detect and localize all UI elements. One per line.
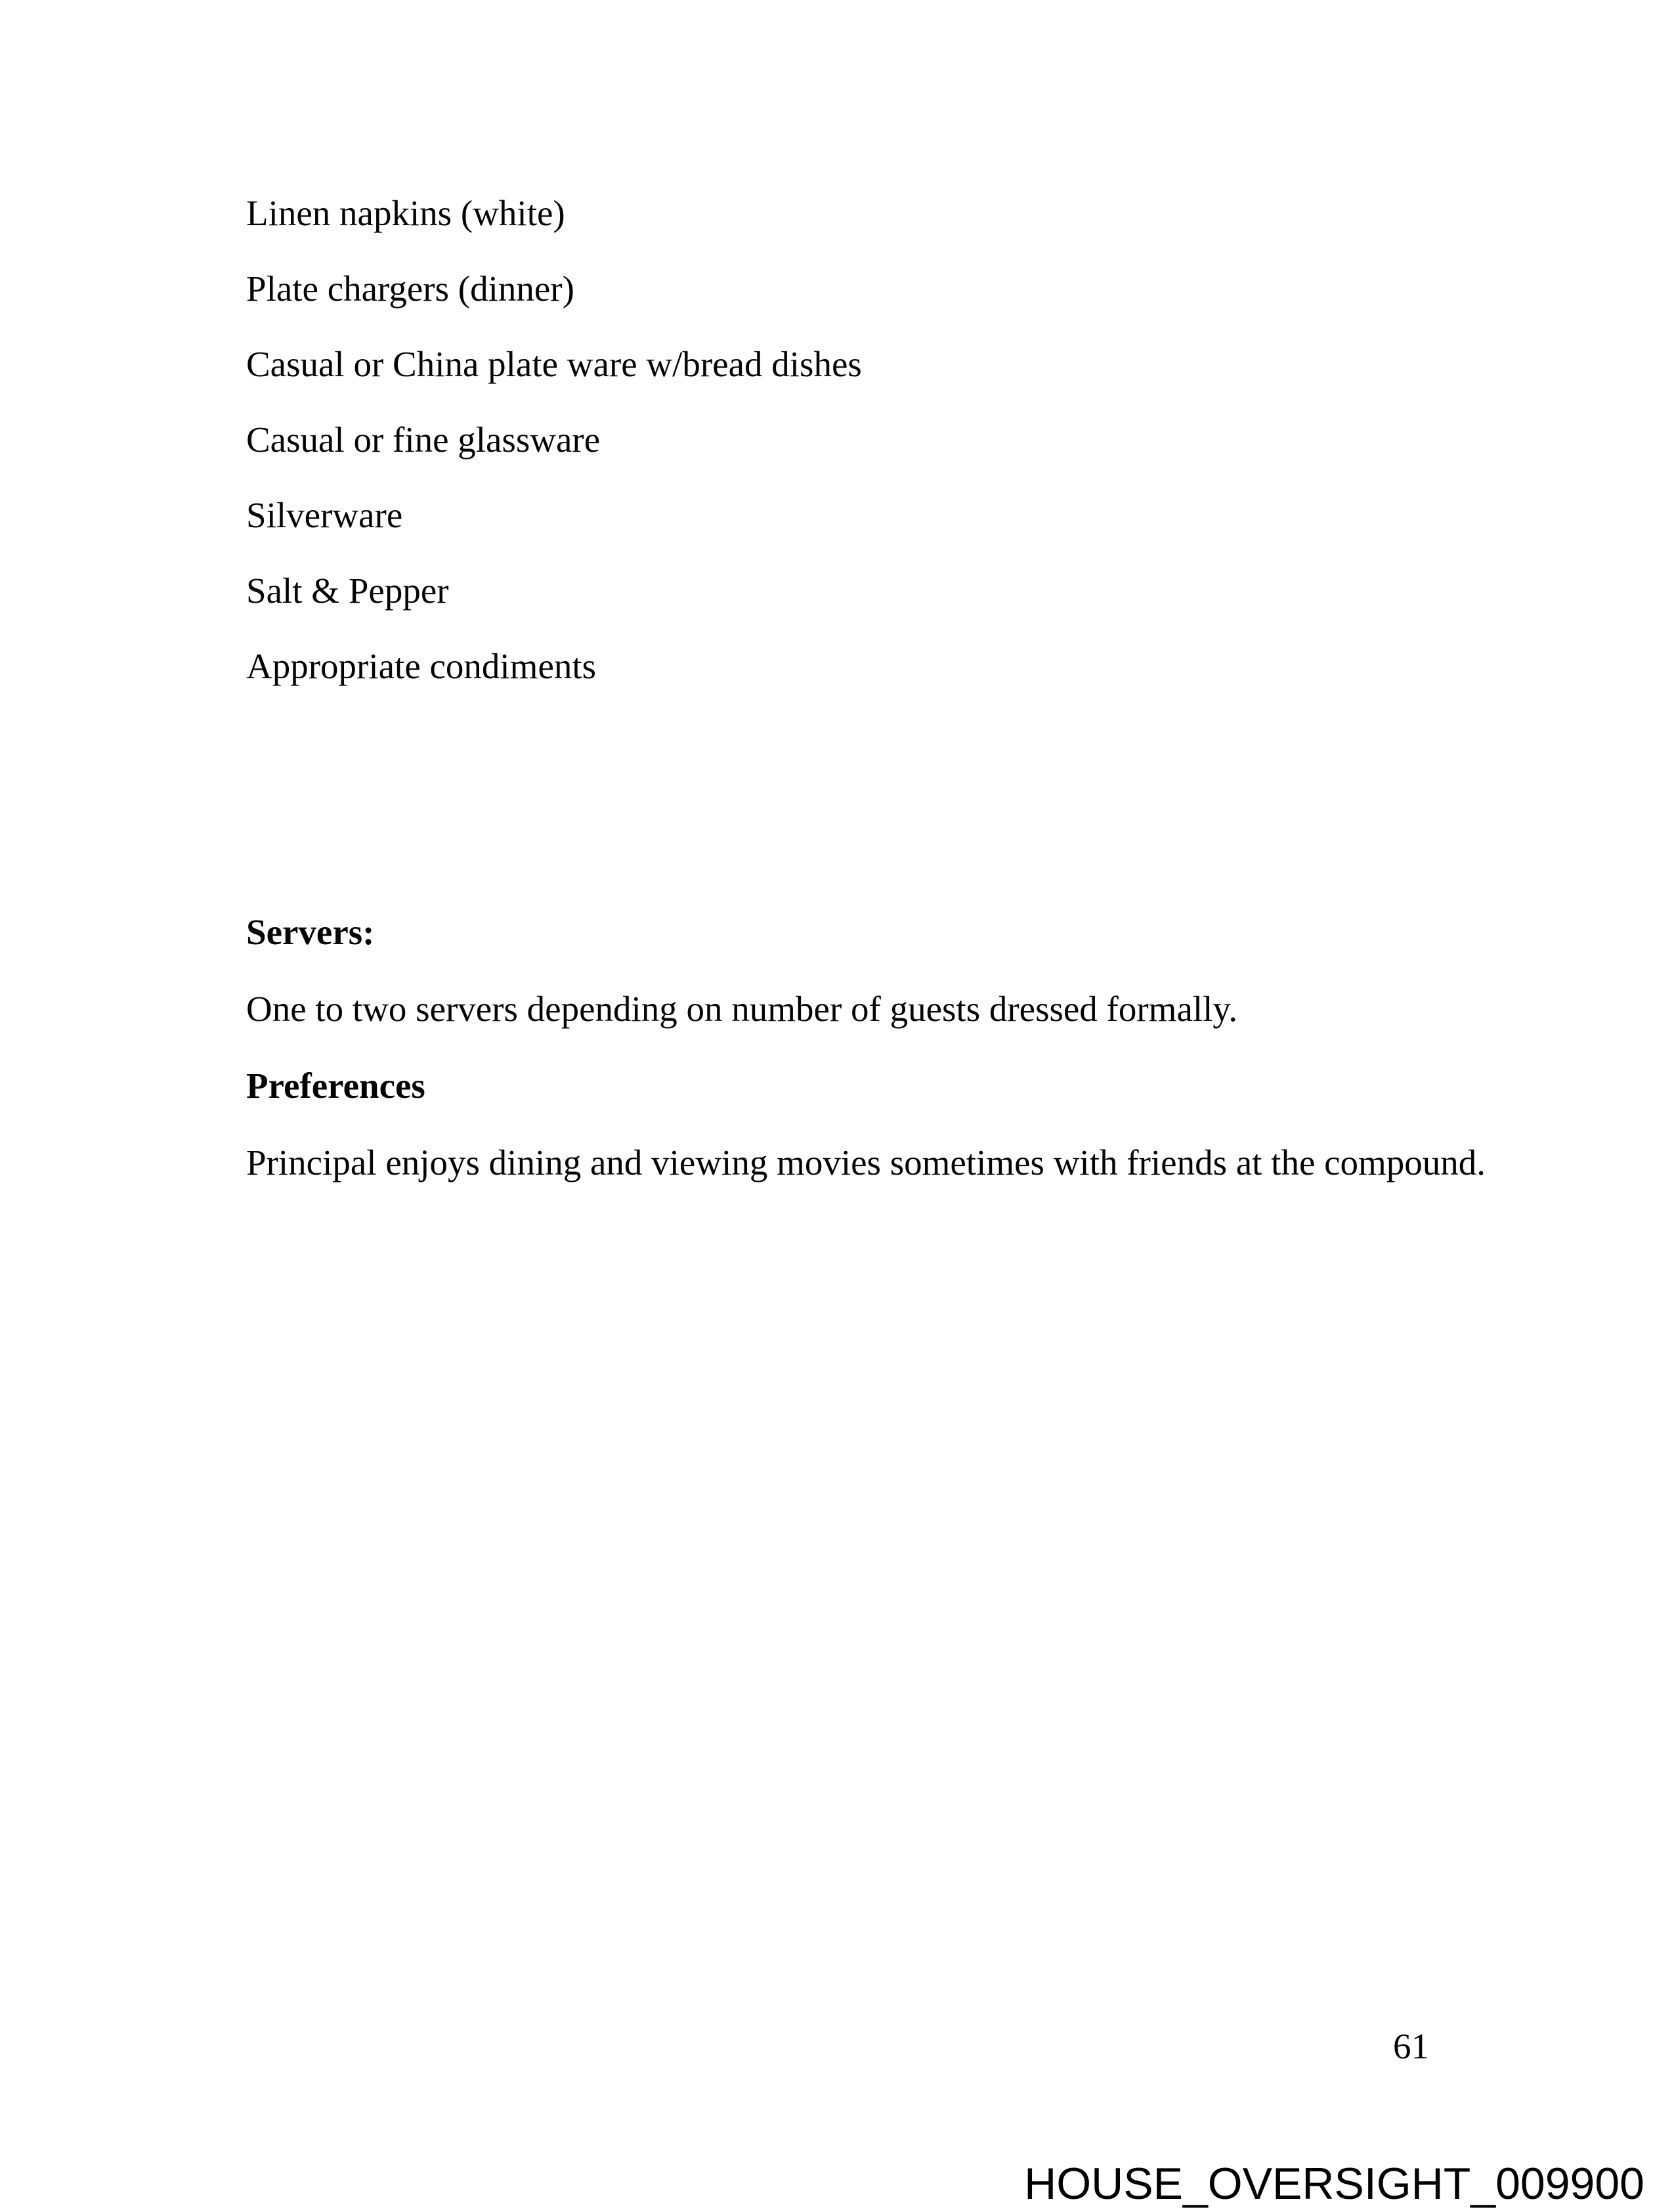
supplies-list — [246, 175, 862, 704]
bates-stamp: HOUSE_OVERSIGHT_009900 — [1024, 2159, 1644, 2209]
supply-item: Salt & Pepper — [246, 571, 449, 611]
servers-text: One to two servers depending on number of guests dressed formally. — [246, 989, 1238, 1029]
preferences-heading: Preferences — [246, 1066, 425, 1106]
page-number: 61 — [1393, 2026, 1429, 2066]
supply-item: Casual or fine glassware — [246, 420, 601, 460]
supply-item: Casual or China plate ware w/bread dishes — [246, 344, 862, 384]
supply-item: Silverware — [246, 495, 403, 535]
servers-preferences-section — [246, 894, 1486, 1201]
supply-item: Linen napkins (white) — [246, 193, 565, 233]
supply-item: Appropriate condiments — [246, 646, 597, 686]
servers-heading: Servers: — [246, 912, 375, 952]
preferences-text: Principal enjoys dining and viewing movies sometimes with friends at the compound. — [246, 1142, 1486, 1182]
supply-item: Plate chargers (dinner) — [246, 269, 574, 309]
